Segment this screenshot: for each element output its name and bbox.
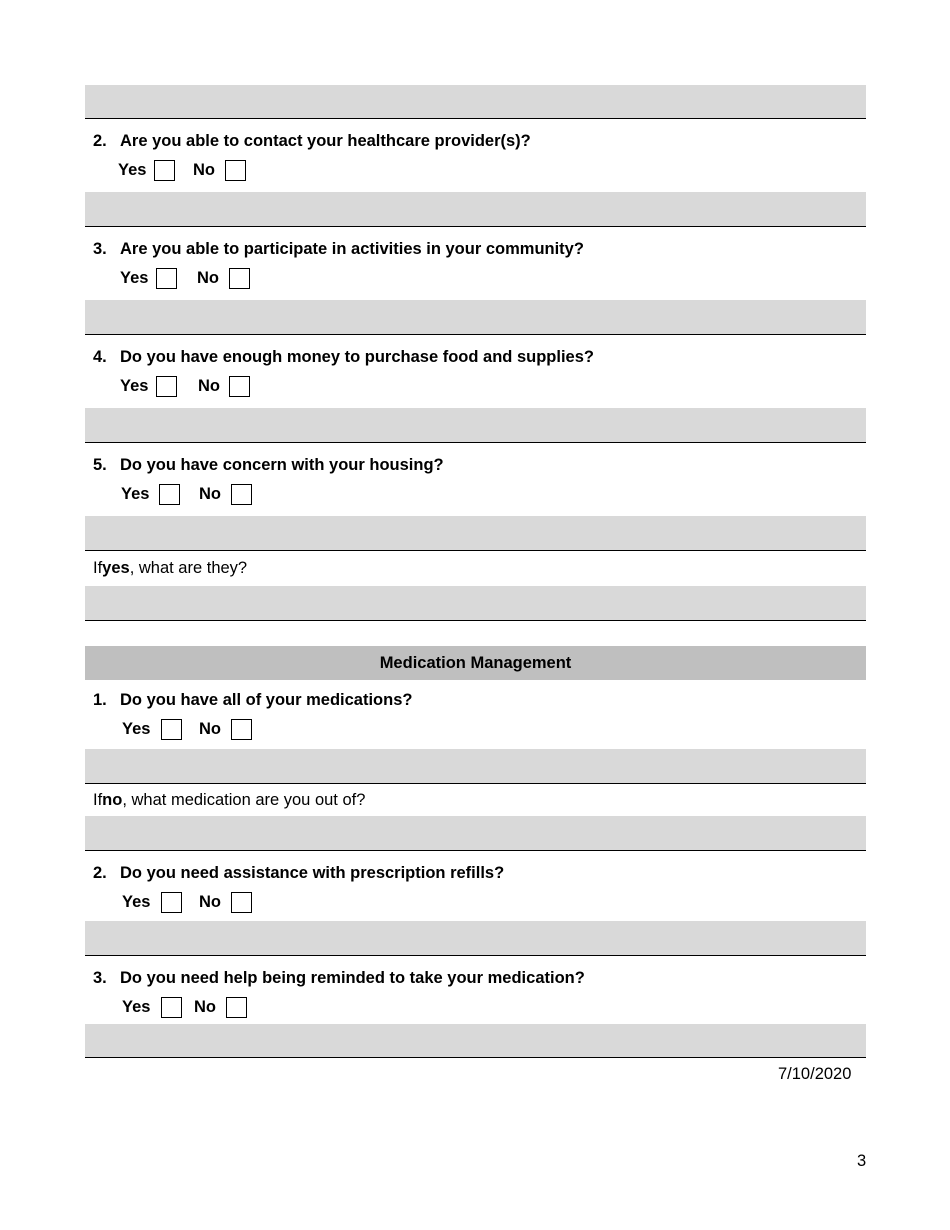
question-number: 4. [93,348,107,366]
assessment-form [85,85,866,1058]
yes-no-options [93,160,866,181]
question-block [85,227,866,300]
footer-date: 7/10/2020 [778,1065,852,1083]
question-block [85,851,866,921]
question-block [85,443,866,516]
answer-row[interactable] [85,749,866,784]
answer-row[interactable] [85,1024,866,1058]
question-title [93,239,866,259]
question-title [93,968,866,988]
no-checkbox[interactable] [229,376,250,397]
followup-prefix: If [93,790,103,809]
question-text: Do you have all of your medications? [120,691,413,709]
yes-label: Yes [122,720,151,738]
yes-checkbox[interactable] [159,484,180,505]
no-label: No [198,377,220,395]
question-title [93,690,866,710]
question-title [93,347,866,367]
followup-answer-row[interactable] [85,586,866,621]
followup-prompt [85,784,866,816]
question-text: Do you have concern with your housing? [120,456,444,474]
yes-checkbox[interactable] [156,268,177,289]
no-checkbox[interactable] [231,719,252,740]
yes-label: Yes [120,377,149,395]
yes-checkbox[interactable] [156,376,177,397]
answer-row[interactable] [85,408,866,443]
followup-answer-row[interactable] [85,816,866,851]
question-title [93,131,866,151]
followup-keyword: no [102,790,123,809]
yes-checkbox[interactable] [161,719,182,740]
yes-no-options [93,719,866,740]
yes-label: Yes [121,485,150,503]
answer-row[interactable] [85,85,866,119]
no-label: No [199,720,221,738]
no-checkbox[interactable] [226,997,247,1018]
question-number: 2. [93,864,107,882]
question-title [93,863,866,883]
question-number: 1. [93,691,107,709]
question-text: Are you able to contact your healthcare provider(s)? [120,132,531,150]
yes-no-options [93,997,866,1018]
question-number: 5. [93,456,107,474]
section-header: Medication Management [85,646,866,680]
question-number: 2. [93,132,107,150]
yes-checkbox[interactable] [161,892,182,913]
question-number: 3. [93,969,107,987]
no-checkbox[interactable] [231,484,252,505]
no-label: No [197,269,219,287]
no-checkbox[interactable] [229,268,250,289]
question-number: 3. [93,240,107,258]
question-block [85,119,866,192]
followup-keyword: yes [102,559,130,577]
no-checkbox[interactable] [225,160,246,181]
followup-suffix: , what medication are you out of? [122,790,366,809]
no-label: No [194,998,216,1016]
answer-row[interactable] [85,516,866,551]
question-text: Do you need help being reminded to take your medication? [120,969,585,987]
no-checkbox[interactable] [231,892,252,913]
answer-row[interactable] [85,300,866,335]
no-label: No [199,485,221,503]
yes-label: Yes [118,161,147,179]
yes-label: Yes [120,269,149,287]
no-label: No [199,893,221,911]
question-title [93,455,866,475]
followup-prompt [85,551,866,586]
no-label: No [193,161,215,179]
yes-no-options [93,268,866,289]
question-block [85,956,866,1024]
question-text: Do you need assistance with prescription refills? [120,864,505,882]
yes-no-options [93,376,866,397]
yes-checkbox[interactable] [161,997,182,1018]
followup-prefix: If [93,559,103,577]
answer-row[interactable] [85,921,866,956]
question-text: Are you able to participate in activities in your community? [120,240,584,258]
followup-suffix: , what are they? [129,559,248,577]
question-block [85,680,866,749]
yes-no-options [93,892,866,913]
page-number: 3 [857,1152,867,1170]
yes-checkbox[interactable] [154,160,175,181]
yes-no-options [93,484,866,505]
question-block [85,335,866,408]
question-text: Do you have enough money to purchase food and supplies? [120,348,594,366]
yes-label: Yes [122,998,151,1016]
answer-row[interactable] [85,192,866,227]
yes-label: Yes [122,893,151,911]
section-spacer [85,621,866,646]
